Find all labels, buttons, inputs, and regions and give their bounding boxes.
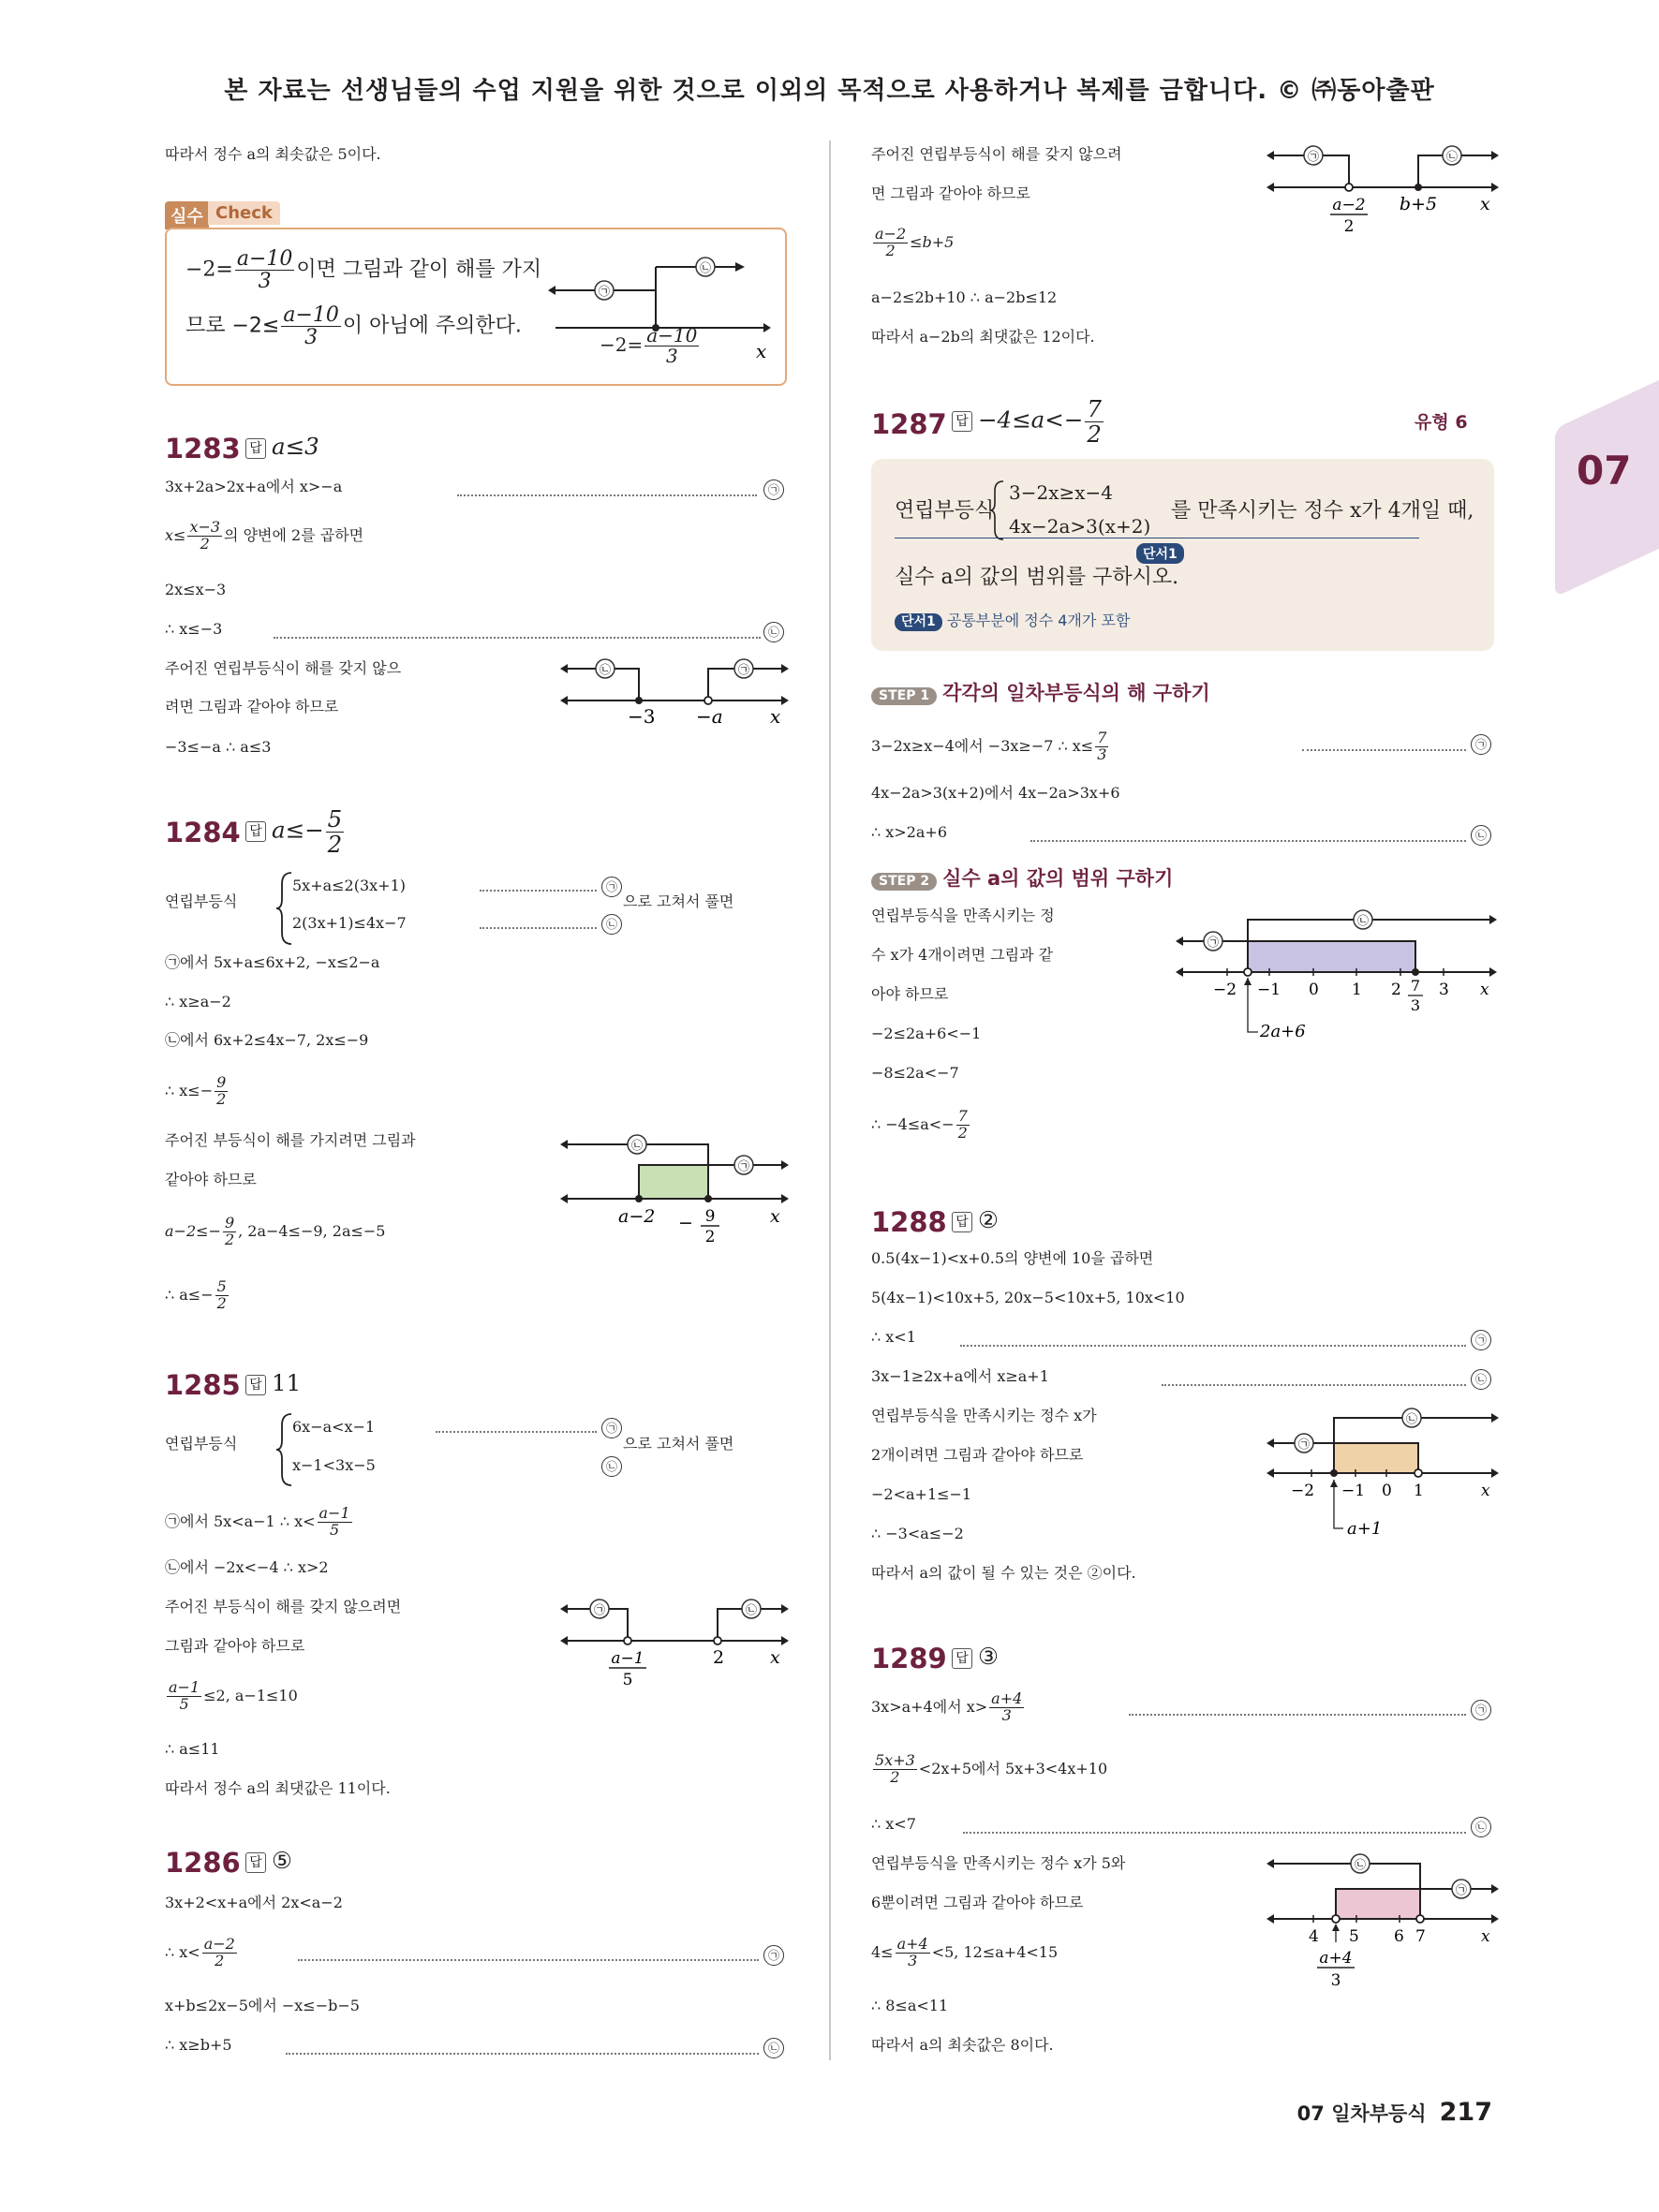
svg-text:㉠: ㉠ [593,1603,606,1616]
svg-text:−1: −1 [1341,1482,1366,1500]
svg-text:3: 3 [1410,996,1421,1014]
dotted-leader [1162,1384,1466,1386]
text-line: 2x≤x−3 [165,581,227,598]
svg-text:7: 7 [1410,977,1421,995]
marker-giyeok: ㉠ [601,1418,622,1438]
marker-nieun: ㉡ [763,622,784,642]
text-line: $\frac{a-2}{2}$ ≤b+5 [875,225,955,259]
text-line: ∴ x≤− $\frac{9}{2}$ [165,1073,227,1108]
marker-nieun: ㉡ [601,1456,622,1477]
answer: 답 11 [245,1369,301,1396]
problem-number: 1285 [165,1369,241,1401]
svg-text:x: x [756,340,767,362]
text-line: ∴ −4≤a<− $\frac{7}{2}$ [871,1107,968,1142]
text-line: a−2≤2b+10 ∴ a−2b≤12 [871,288,1058,306]
problem-number: 1289 [871,1643,947,1674]
marker-giyeok: ㉠ [1471,734,1491,755]
text-line: 으로 고쳐서 풀면 [623,892,734,910]
answer: 답 ⑤ [245,1847,292,1874]
svg-text:㉡: ㉡ [699,261,712,274]
system-label: 연립부등식 [165,1435,238,1453]
text-line: a−2≤− $\frac{9}{2}$ , 2a−4≤−9, 2a≤−5 [165,1214,386,1248]
dotted-leader [1302,749,1466,751]
dotted-leader [480,927,597,929]
answer: 답 a≤− $\frac{5}{2}$ [245,807,346,856]
check-diagram-label: −2= $\frac{a-10}{3}$ [600,324,698,367]
clue-badge: 단서1 [1136,543,1184,564]
svg-text:7: 7 [1415,1927,1426,1946]
chapter-tab-label: 07 [1577,448,1632,494]
dotted-leader [274,637,761,639]
dotted-leader [286,2053,759,2055]
marker-giyeok: ㉠ [601,877,622,897]
svg-text:3: 3 [1439,981,1449,999]
text-line: ∴ x<7 [871,1815,916,1833]
dotted-leader [436,1431,597,1433]
text-line: 그림과 같아야 하므로 [165,1637,305,1655]
text-line: ∴ a≤11 [165,1740,220,1758]
svg-text:a−2: a−2 [1332,196,1366,214]
answer: 답 a≤3 [245,433,319,460]
svg-text:4: 4 [1309,1927,1319,1946]
text-line: ㉠에서 5x+a≤6x+2, −x≤2−a [165,953,380,971]
text-line: −3≤−a ∴ a≤3 [165,738,272,756]
problem-system-line: 4x−2a>3(x+2) [1009,515,1151,538]
dotted-leader [480,890,597,892]
system-brace [990,479,1005,541]
text-line: 주어진 부등식이 해를 가지려면 그림과 [165,1131,416,1149]
text-line: ∴ x>2a+6 [871,823,947,841]
problem-number: 1287 [871,408,947,440]
text-line: ∴ x≥b+5 [165,2036,232,2054]
text-line: 따라서 정수 a의 최솟값은 5이다. [165,145,381,163]
svg-text:㉡: ㉡ [1356,914,1370,927]
svg-text:−3: −3 [628,705,656,728]
text-line: 3x+2a>2x+a에서 x>−a [165,478,343,495]
step-heading: STEP 1 각각의 일차부등식의 해 구하기 [871,682,1210,705]
text-line: 연립부등식을 만족시키는 정수 x가 5와 [871,1854,1126,1872]
svg-text:0: 0 [1309,981,1319,999]
text-line: 4≤ $\frac{a+4}{3}$ <5, 12≤a+4<15 [871,1935,1059,1969]
number-line-1287 [1176,903,1499,1053]
marker-giyeok: ㉠ [1471,1330,1491,1350]
text-line: $\frac{a-1}{5}$ ≤2, a−1≤10 [169,1678,298,1713]
text-line: ∴ a≤− $\frac{5}{2}$ [165,1277,227,1312]
svg-text:0: 0 [1382,1482,1392,1500]
svg-text:a+1: a+1 [1347,1519,1383,1539]
svg-text:㉡: ㉡ [1405,1412,1418,1425]
text-line: ∴ −3<a≤−2 [871,1525,964,1542]
svg-text:1: 1 [1414,1482,1424,1500]
text-line: −2<a+1≤−1 [871,1485,972,1503]
marker-giyeok: ㉠ [763,1945,784,1966]
system-brace [276,1412,293,1487]
step-heading: STEP 2 실수 a의 값의 범위 구하기 [871,867,1173,891]
text-line: 주어진 부등식이 해를 갖지 않으려면 [165,1598,402,1615]
system-label: 연립부등식 [165,892,238,910]
svg-text:㉠: ㉠ [1297,1438,1311,1451]
answer: 답 ③ [952,1643,999,1670]
number-line-1283 [560,656,790,730]
problem-number: 1288 [871,1206,947,1238]
text-line: 주어진 연립부등식이 해를 갖지 않으려 [871,145,1122,163]
text-line: ∴ x< $\frac{a-2}{2}$ [165,1935,235,1969]
svg-text:㉡: ㉡ [745,1603,758,1616]
svg-text:3: 3 [1330,1971,1341,1990]
system-line: x−1<3x−5 [292,1456,376,1474]
dotted-leader [1030,840,1466,842]
problem-system-line: 3−2x≥x−4 [1009,481,1114,504]
text-line: 따라서 a의 최솟값은 8이다. [871,2036,1054,2054]
svg-text:−2: −2 [1213,981,1237,999]
marker-giyeok: ㉠ [763,479,784,500]
svg-text:9: 9 [704,1207,716,1226]
system-line: 2(3x+1)≤4x−7 [292,914,407,932]
text-line: ∴ x<1 [871,1328,916,1346]
text-line: $\frac{5x+3}{2}$ <2x+5에서 5x+3<4x+10 [875,1751,1108,1786]
svg-text:x: x [1481,1927,1490,1946]
text-line: 따라서 정수 a의 최댓값은 11이다. [165,1779,391,1797]
marker-nieun: ㉡ [601,914,622,935]
marker-nieun: ㉡ [1471,1817,1491,1837]
svg-text:x: x [1480,981,1489,999]
page-footer: 07 일차부등식 217 [1296,2098,1492,2127]
number-line-1289 [1266,1851,1501,2000]
svg-text:㉡: ㉡ [599,663,612,676]
svg-text:2: 2 [1391,981,1401,999]
svg-text:−2: −2 [1291,1482,1315,1500]
svg-text:㉠: ㉠ [1455,1883,1468,1896]
text-line: 3x>a+4에서 x> $\frac{a+4}{3}$ [871,1689,1023,1724]
text-line: ㉡에서 6x+2≤4x−7, 2x≤−9 [165,1031,369,1049]
text-line: 면 그림과 같아야 하므로 [871,184,1030,202]
number-line-1286 [1266,140,1501,243]
svg-text:㉠: ㉠ [737,1159,750,1172]
text-line: 0.5(4x−1)<x+0.5의 양변에 10을 곱하면 [871,1249,1154,1267]
number-line-1285 [560,1594,790,1697]
marker-nieun: ㉡ [1471,825,1491,846]
svg-text:㉡: ㉡ [630,1139,644,1152]
text-line: ㉡에서 −2x<−4 ∴ x>2 [165,1558,329,1576]
svg-text:−1: −1 [1257,981,1281,999]
text-line: x+b≤2x−5에서 −x≤−b−5 [165,1997,360,2014]
clue-hint: 단서1 공통부분에 정수 4개가 포함 [895,612,1130,631]
column-divider [829,140,831,2060]
check-line-1: −2= $\frac{a-10}{3}$ 이면 그림과 같이 해를 가지 [185,247,542,294]
text-line: ∴ x≤−3 [165,620,223,638]
svg-text:x: x [770,705,781,728]
text-line: x≤ $\frac{x-3}{2}$ 의 양변에 2를 곱하면 [165,518,364,553]
text-line: 수 x가 4개이려면 그림과 같 [871,946,1054,964]
svg-text:2: 2 [1343,217,1355,236]
text-line: 려면 그림과 같아야 하므로 [165,698,339,715]
number-line-1288 [1266,1405,1501,1545]
text-line: ∴ 8≤a<11 [871,1997,949,2014]
text-line: 3x+2<x+a에서 2x<a−2 [165,1894,343,1911]
svg-text:5: 5 [622,1671,633,1689]
svg-text:㉡: ㉡ [1354,1858,1367,1871]
dotted-leader [457,494,757,496]
text-line: 5(4x−1)<10x+5, 20x−5<10x+5, 10x<10 [871,1289,1185,1306]
svg-text:b+5: b+5 [1399,194,1438,214]
text-line: ㉠에서 5x<a−1 ∴ x< $\frac{a-1}{5}$ [165,1504,350,1539]
marker-nieun: ㉡ [763,2038,784,2058]
type-badge: 유형 6 [1415,412,1468,433]
text-line: 6뿐이려면 그림과 같아야 하므로 [871,1894,1084,1911]
dotted-leader [963,1832,1466,1834]
problem-number: 1286 [165,1847,241,1879]
text-line: 연립부등식을 만족시키는 정수 x가 [871,1407,1097,1424]
text-line: −2≤2a+6<−1 [871,1025,982,1042]
text-line: 3x−1≥2x+a에서 x≥a+1 [871,1367,1049,1385]
answer: 답 −4≤a<− $\frac{7}{2}$ [952,397,1105,446]
text-line: 아야 하므로 [871,985,949,1003]
svg-text:㉠: ㉠ [1307,150,1320,163]
svg-text:−: − [678,1213,693,1233]
text-line: ∴ x≥a−2 [165,993,231,1010]
system-line: 6x−a<x−1 [292,1418,376,1436]
answer: 답 ② [952,1206,999,1233]
svg-text:㉠: ㉠ [598,285,611,298]
svg-text:5: 5 [1349,1927,1359,1946]
text-line: 연립부등식을 만족시키는 정 [871,907,1055,924]
svg-text:x: x [1481,1482,1490,1500]
svg-text:㉠: ㉠ [737,663,750,676]
svg-text:2: 2 [713,1647,725,1668]
svg-text:x: x [770,1647,780,1668]
system-line: 5x+a≤2(3x+1) [292,877,407,894]
check-line-2: 므로 −2≤ $\frac{a-10}{3}$ 이 아님에 주의한다. [185,303,522,350]
text-line: 4x−2a>3(x+2)에서 4x−2a>3x+6 [871,784,1120,802]
svg-text:−a: −a [696,705,723,728]
svg-text:a−2: a−2 [618,1206,656,1227]
svg-text:a−1: a−1 [611,1649,644,1668]
check-tag-label-2: Check [208,201,280,225]
svg-text:a+4: a+4 [1319,1949,1353,1968]
svg-text:x: x [1480,194,1490,214]
text-line: 따라서 a의 값이 될 수 있는 것은 ②이다. [871,1564,1136,1582]
svg-text:x: x [770,1206,780,1227]
svg-text:2a+6: 2a+6 [1260,1022,1306,1041]
svg-text:1: 1 [1352,981,1362,999]
copyright-notice: 본 자료는 선생님들의 수업 지원을 위한 것으로 이외의 목적으로 사용하거나 복제를 금합니다. © ㈜동아출판 [224,77,1435,105]
problem-number: 1283 [165,433,241,465]
text-line: 2개이려면 그림과 같아야 하므로 [871,1446,1084,1464]
svg-text:㉡: ㉡ [1445,150,1459,163]
text-line: 으로 고쳐서 풀면 [623,1435,734,1453]
dotted-leader [960,1345,1466,1347]
marker-giyeok: ㉠ [1471,1700,1491,1720]
text-line: 주어진 연립부등식이 해를 갖지 않으 [165,659,402,677]
number-line-1284 [560,1131,790,1244]
svg-text:6: 6 [1394,1927,1404,1946]
system-brace [276,871,293,946]
dotted-leader [1129,1714,1466,1716]
fraction: $\frac{a-10}{3}$ [283,303,339,350]
dotted-leader [298,1959,759,1961]
fraction: $\frac{a-10}{3}$ [236,247,293,294]
problem-text: 를 만족시키는 정수 x가 4개일 때, [1171,499,1474,523]
text-line: 따라서 a−2b의 최댓값은 12이다. [871,328,1095,346]
text-line: 같아야 하므로 [165,1171,257,1188]
text-line: 3−2x≥x−4에서 −3x≥−7 ∴ x≤ $\frac{7}{3}$ [871,729,1107,763]
problem-text: 연립부등식 [895,499,995,523]
problem-text: 실수 a의 값의 범위를 구하시오. [895,566,1179,589]
problem-number: 1284 [165,817,241,848]
text-line: −8≤2a<−7 [871,1064,959,1082]
svg-text:2: 2 [704,1228,716,1244]
marker-nieun: ㉡ [1471,1369,1491,1390]
check-tag-label: 실수 [165,201,209,229]
svg-text:㉠: ㉠ [1207,936,1220,949]
